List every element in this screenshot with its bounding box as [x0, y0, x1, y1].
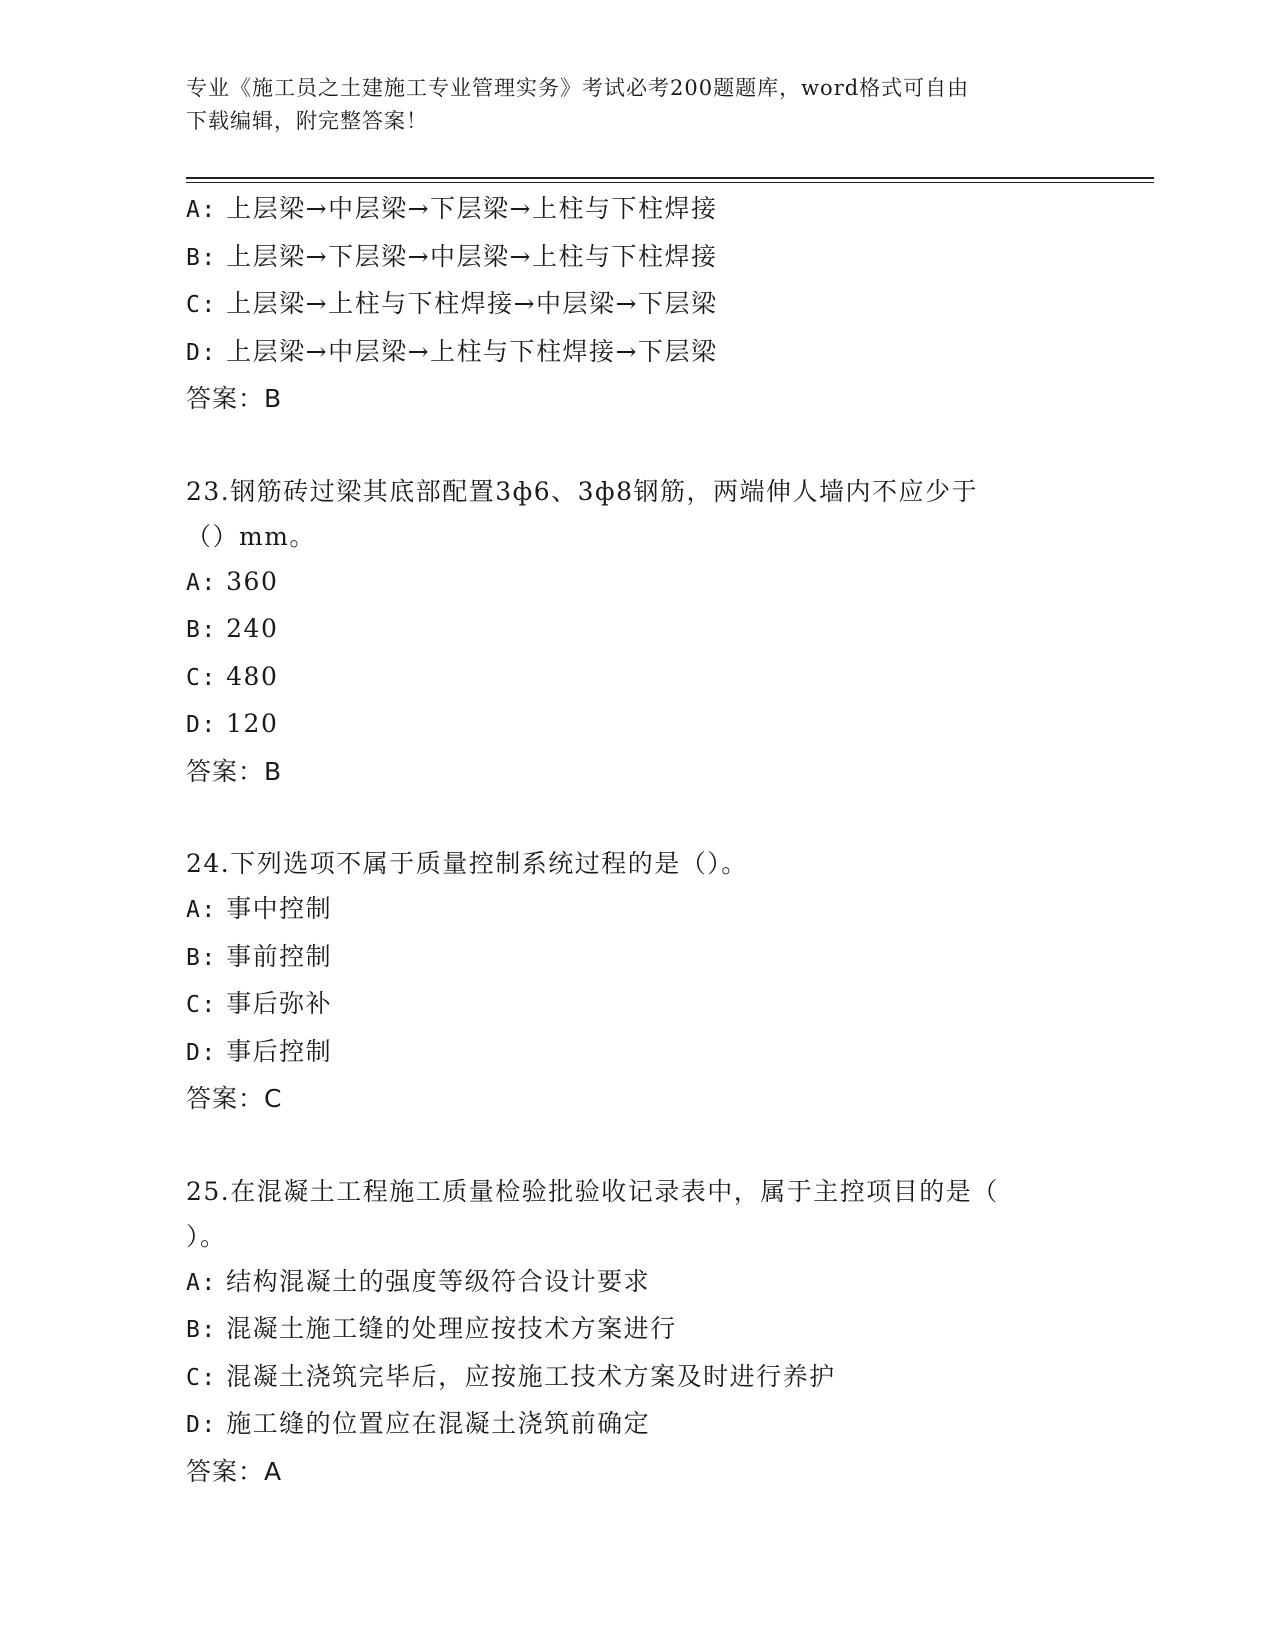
option-a	[186, 886, 1086, 934]
header-line-1: 专业《施工员之土建施工专业管理实务》考试必考200题题库，word格式可自由	[186, 76, 970, 100]
option-c	[186, 1354, 1086, 1402]
option-text: 结构混凝土的强度等级符合设计要求	[226, 1266, 651, 1296]
option-text: 上层梁→下层梁→中层梁→上柱与下柱焊接	[226, 241, 718, 271]
option-text: 上层梁→上柱与下柱焊接→中层梁→下层梁	[226, 289, 718, 318]
option-letter: A:	[186, 197, 217, 223]
option-letter: C:	[186, 292, 217, 318]
option-text: 事前控制	[226, 941, 333, 971]
question-list	[186, 186, 1086, 1494]
option-text: 240	[226, 614, 279, 643]
answer-line: 答案：B	[186, 384, 283, 413]
option-letter: A:	[186, 569, 217, 596]
question-stem-line-1: 24.下列选项不属于质量控制系统过程的是（）。	[186, 849, 748, 878]
option-text: 480	[226, 661, 279, 691]
question-stem-line-2: ）。	[186, 1221, 227, 1251]
option-text: 上层梁→中层梁→下层梁→上柱与下柱焊接	[226, 194, 718, 223]
option-a	[186, 559, 1086, 607]
question-24	[186, 841, 1086, 1122]
answer-line: 答案：C	[186, 1084, 283, 1113]
option-letter: A:	[186, 1269, 217, 1296]
option-text: 上层梁→中层梁→上柱与下柱焊接→下层梁	[226, 336, 718, 366]
option-text: 施工缝的位置应在混凝土浇筑前确定	[226, 1409, 651, 1438]
option-b	[186, 1306, 1086, 1354]
option-letter: B:	[186, 617, 217, 643]
option-a	[186, 1259, 1086, 1307]
option-letter: D:	[186, 1039, 217, 1066]
spacer	[186, 422, 1086, 469]
option-letter: B:	[186, 1317, 217, 1343]
spacer	[186, 1122, 1086, 1169]
answer-line: 答案：A	[186, 1456, 283, 1486]
option-letter: C:	[186, 992, 217, 1018]
header-divider-thick	[186, 177, 1154, 179]
option-text: 事中控制	[226, 894, 333, 923]
option-letter: C:	[186, 664, 217, 691]
option-d	[186, 701, 1086, 749]
option-c	[186, 654, 1086, 702]
option-text: 120	[226, 709, 279, 738]
option-d	[186, 1401, 1086, 1449]
option-letter: B:	[186, 944, 217, 971]
option-letter: D:	[186, 1412, 217, 1438]
option-letter: D:	[186, 339, 217, 366]
option-d	[186, 329, 1086, 377]
question-25	[186, 1169, 1086, 1495]
option-c	[186, 981, 1086, 1029]
document-header	[186, 72, 1066, 138]
option-letter: A:	[186, 897, 217, 923]
option-text: 事后控制	[226, 1036, 333, 1066]
question-stem-line-1: 25.在混凝土工程施工质量检验批验收记录表中，属于主控项目的是（	[186, 1176, 999, 1206]
option-b	[186, 234, 1086, 282]
option-letter: D:	[186, 712, 217, 738]
option-letter: C:	[186, 1364, 217, 1391]
answer-line: 答案：B	[186, 756, 283, 786]
header-line-2: 下载编辑，附完整答案！	[186, 109, 428, 133]
option-text: 混凝土施工缝的处理应按技术方案进行	[226, 1314, 677, 1343]
option-text: 360	[226, 566, 279, 596]
option-letter: B:	[186, 244, 217, 271]
option-text: 混凝土浇筑完毕后，应按施工技术方案及时进行养护	[226, 1361, 836, 1391]
option-a	[186, 186, 1086, 234]
option-text: 事后弥补	[226, 989, 333, 1018]
question-stem-line-1: 23.钢筋砖过梁其底部配置3ф6、3ф8钢筋，两端伸人墙内不应少于	[186, 476, 979, 506]
option-d	[186, 1029, 1086, 1077]
question-23	[186, 469, 1086, 795]
option-b	[186, 934, 1086, 982]
option-c	[186, 281, 1086, 329]
question-22	[186, 186, 1086, 422]
header-divider-thin	[186, 182, 1154, 183]
spacer	[186, 794, 1086, 841]
option-b	[186, 606, 1086, 654]
question-stem-line-2: （）mm。	[186, 521, 316, 551]
